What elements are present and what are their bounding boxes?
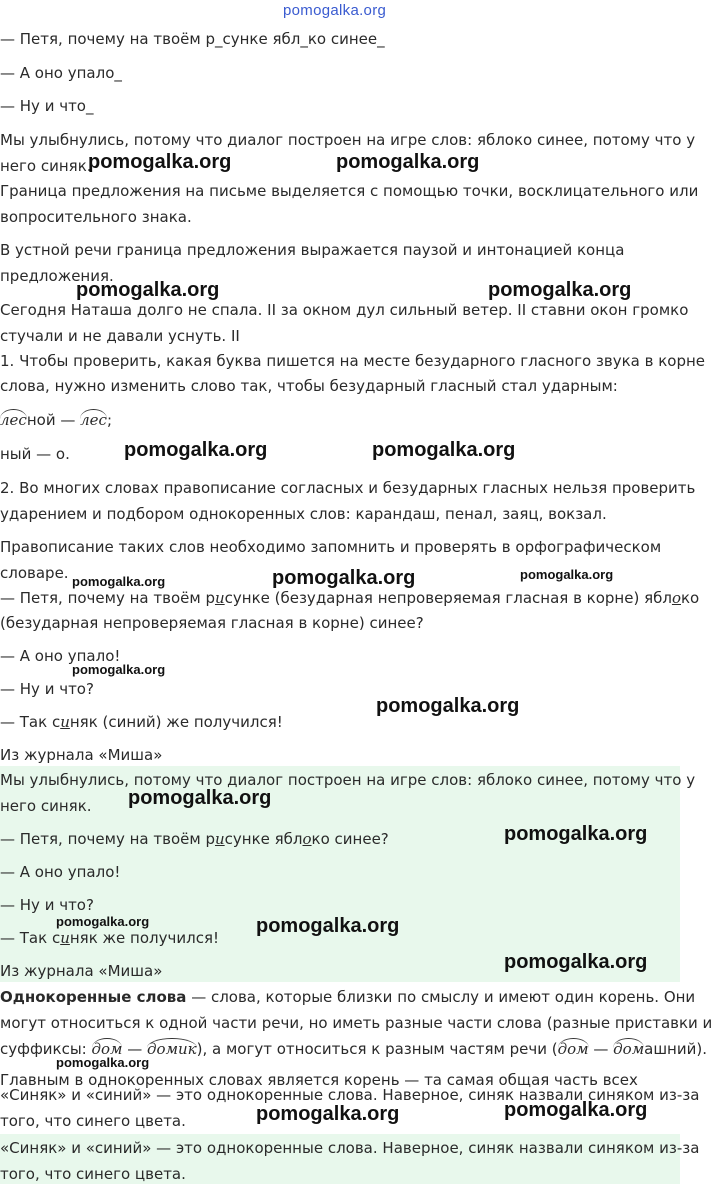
boundary-rule-a: Граница предложения на письме выделяется с помощью точки, восклицательного или	[0, 182, 699, 200]
root-mark-1: лес	[0, 411, 27, 429]
dialog-line-3: — Ну и что_	[0, 97, 94, 115]
full-dialog-line-2: (безударная непроверяемая гласная в корне) синее?	[0, 614, 424, 632]
source-line: Из журнала «Миша»	[0, 746, 163, 764]
explanation-line-a: Мы улыбнулись, потому что диалог построен на игре слов: яблоко синее, потому что у	[0, 131, 696, 149]
watermark: pomogalka.org	[504, 1099, 648, 1121]
memo-line-a: Правописание таких слов необходимо запомнить и проверять в орфографическом	[0, 538, 662, 556]
green-dialog-1: — Петя, почему на твоём рисунке яблоко синее?	[0, 830, 389, 848]
watermark: pomogalka.org	[256, 1103, 400, 1125]
rule-1-b: слова, нужно изменить слово так, чтобы безударный гласный стал ударным:	[0, 377, 618, 395]
watermark: pomogalka.org	[256, 915, 400, 937]
watermark: pomogalka.org	[272, 567, 416, 589]
oral-rule-a: В устной речи граница предложения выражается паузой и интонацией конца	[0, 241, 625, 259]
full-dialog-line-4: — Ну и что?	[0, 680, 94, 698]
green-explain-a: Мы улыбнулись, потому что диалог построен на игре слов: яблоко синее, потому что у	[0, 771, 696, 789]
natasha-line-a: Сегодня Наташа долго не спала. II за окном дул сильный ветер. II ставни окон громко	[0, 301, 689, 319]
watermark: pomogalka.org	[56, 1055, 150, 1070]
root-mark-2: лес	[80, 411, 107, 429]
natasha-line-b: стучали и не давали уснуть. II	[0, 327, 240, 345]
green-sinyak-a: «Синяк» и «синий» — это однокоренные слова. Наверное, синяк назвали синяком из-за	[0, 1139, 700, 1157]
watermark: pomogalka.org	[88, 151, 232, 173]
watermark: pomogalka.org	[504, 951, 648, 973]
memo-line-b: словаре.	[0, 564, 69, 582]
dictionary-words: карандаш, пенал, заяц, вокзал.	[355, 505, 607, 523]
green-dialog-4: — Так синяк же получился!	[0, 929, 219, 947]
top-watermark[interactable]: pomogalka.org	[283, 2, 387, 19]
term-bold: Однокоренные слова	[0, 988, 187, 1006]
definition-line-c: суффиксы: дом — домик), а могут относиться к разным частям речи (дом — домашний).	[0, 1040, 707, 1058]
boundary-rule-b: вопросительного знака.	[0, 208, 192, 226]
rule-2-a: 2. Во многих словах правописание согласных и безударных гласных нельзя проверить	[0, 479, 696, 497]
full-dialog-line-3: — А оно упало!	[0, 647, 121, 665]
full-dialog-line-5: — Так синяк (синий) же получился!	[0, 713, 283, 731]
full-dialog-line-1: — Петя, почему на твоём рисунке (безударная непроверяемая гласная в корне) яблоко	[0, 589, 700, 607]
green-dialog-3: — Ну и что?	[0, 896, 94, 914]
watermark: pomogalka.org	[128, 787, 272, 809]
watermark: pomogalka.org	[124, 439, 268, 461]
watermark: pomogalka.org	[336, 151, 480, 173]
watermark: pomogalka.org	[76, 279, 220, 301]
sinyak-line-a: «Синяк» и «синий» — это однокоренные слова. Наверное, синяк назвали синяком из-за	[0, 1086, 700, 1104]
green-source: Из журнала «Миша»	[0, 962, 163, 980]
oral-rule-b: предложения.	[0, 267, 114, 285]
watermark: pomogalka.org	[72, 662, 166, 677]
watermark: pomogalka.org	[520, 567, 614, 582]
green-dialog-2: — А оно упало!	[0, 863, 121, 881]
clipped-line: Главным в однокоренных словах является корень — та самая общая часть всех	[0, 1071, 638, 1089]
watermark: pomogalka.org	[56, 914, 150, 929]
definition-line-a: Однокоренные слова — слова, которые близки по смыслу и имеют один корень. Они	[0, 988, 696, 1006]
example-ending: ный — о.	[0, 445, 70, 463]
watermark: pomogalka.org	[372, 439, 516, 461]
rule-2-b: ударением и подбором однокоренных слов: карандаш, пенал, заяц, вокзал.	[0, 505, 607, 523]
watermark: pomogalka.org	[488, 279, 632, 301]
root-example: лесной — лес;	[0, 411, 113, 429]
rule-1-a: 1. Чтобы проверить, какая буква пишется на месте безударного гласного звука в корне	[0, 352, 706, 370]
watermark: pomogalka.org	[504, 823, 648, 845]
dialog-line-2: — А оно упало_	[0, 64, 122, 82]
definition-line-b: могут относиться к одной части речи, но иметь разные части слова (разные приставки и	[0, 1014, 712, 1032]
watermark: pomogalka.org	[376, 695, 520, 717]
green-explain-b: него синяк.	[0, 797, 92, 815]
dialog-line-1: — Петя, почему на твоём р_сунке ябл_ко синее_	[0, 30, 385, 48]
watermark: pomogalka.org	[72, 574, 166, 589]
green-sinyak-b: того, что синего цвета.	[0, 1165, 186, 1183]
sinyak-line-b: того, что синего цвета.	[0, 1112, 186, 1130]
explanation-line-b: него синяк.	[0, 157, 92, 175]
